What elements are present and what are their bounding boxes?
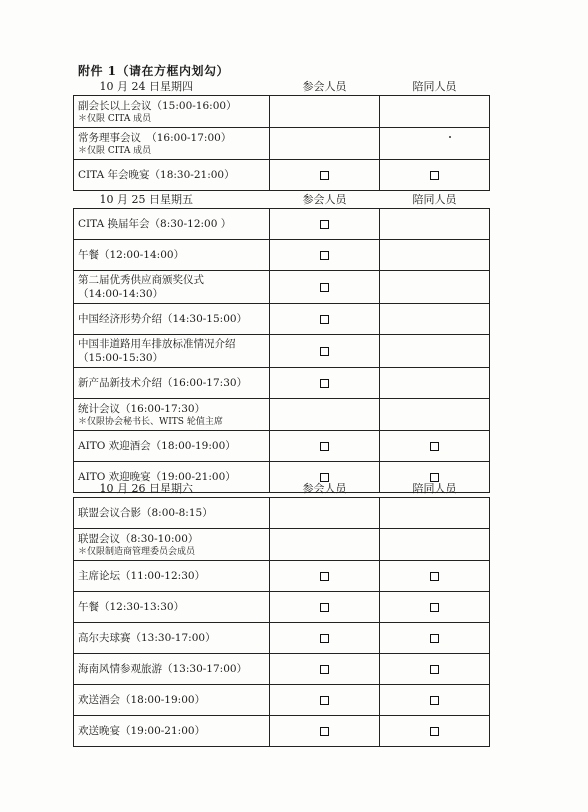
session-name: CITA 换届年会（8:30-12:00 ） <box>74 209 270 240</box>
accompany-cell[interactable] <box>380 240 490 271</box>
attend-checkbox[interactable] <box>320 665 329 674</box>
session-name: 欢送酒会（18:00-19:00） <box>74 685 270 716</box>
attend-checkbox[interactable] <box>320 572 329 581</box>
attend-checkbox[interactable] <box>320 442 329 451</box>
table-row <box>74 96 490 128</box>
session-name: AITO 欢迎晚宴（19:00-21:00） <box>74 462 270 493</box>
attend-column-header: 参会人员 <box>270 480 380 498</box>
schedule-table-day2 <box>73 191 490 493</box>
accompany-checkbox[interactable] <box>430 572 439 581</box>
session-name: 统计会议（16:00-17:30） <box>78 402 206 415</box>
accompany-checkbox[interactable] <box>430 442 439 451</box>
accompany-cell[interactable] <box>380 498 490 529</box>
session-name: 联盟会议（8:30-10:00） <box>78 532 199 545</box>
table-row <box>74 240 490 271</box>
attend-checkbox[interactable] <box>320 283 329 292</box>
accompany-cell[interactable] <box>380 271 490 304</box>
session-cell <box>74 128 270 160</box>
attend-cell <box>270 240 380 271</box>
accompany-column-header: 陪同人员 <box>380 191 490 209</box>
attend-cell <box>270 654 380 685</box>
attend-checkbox[interactable] <box>320 347 329 356</box>
session-name: 中国非道路用车排放标准情况介绍 <box>78 338 236 350</box>
schedule-table-day3 <box>73 480 490 747</box>
table-row <box>74 209 490 240</box>
schedule-table-day1 <box>73 78 490 191</box>
day-label: 10 月 26 日星期六 <box>74 480 270 498</box>
accompany-cell[interactable] <box>380 128 490 160</box>
attend-cell <box>270 209 380 240</box>
session-note: ＊仅限 CITA 成员 <box>78 145 152 156</box>
accompany-cell[interactable] <box>380 96 490 128</box>
session-name: 新产品新技术介绍（16:00-17:30） <box>74 368 270 399</box>
accompany-checkbox[interactable] <box>430 171 439 180</box>
attend-column-header: 参会人员 <box>270 78 380 96</box>
table-row <box>74 592 490 623</box>
accompany-checkbox[interactable] <box>430 665 439 674</box>
table-row <box>74 561 490 592</box>
table-row <box>74 128 490 160</box>
table-row <box>74 431 490 462</box>
session-name: 第二届优秀供应商颁奖仪式 <box>78 274 204 286</box>
attend-cell[interactable] <box>270 498 380 529</box>
accompany-checkbox[interactable] <box>430 603 439 612</box>
attend-cell[interactable] <box>270 128 380 160</box>
session-name: AITO 欢迎酒会（18:00-19:00） <box>74 431 270 462</box>
table-row <box>74 623 490 654</box>
accompany-cell[interactable] <box>380 209 490 240</box>
session-cell <box>74 399 270 431</box>
session-name: 常务理事会议 （16:00-17:00） <box>78 131 232 144</box>
table-row <box>74 160 490 191</box>
attend-checkbox[interactable] <box>320 727 329 736</box>
attend-checkbox[interactable] <box>320 251 329 260</box>
session-cell <box>74 529 270 561</box>
attend-checkbox[interactable] <box>320 171 329 180</box>
session-name: 中国经济形势介绍（14:30-15:00） <box>74 304 270 335</box>
attend-cell[interactable] <box>270 529 380 561</box>
attend-checkbox[interactable] <box>320 220 329 229</box>
accompany-cell[interactable] <box>380 335 490 368</box>
accompany-cell <box>380 592 490 623</box>
stray-mark <box>449 136 451 138</box>
table-row <box>74 498 490 529</box>
session-name: 高尔夫球赛（13:30-17:00） <box>74 623 270 654</box>
attend-cell <box>270 561 380 592</box>
page-title: 附件 1（请在方框内划勾） <box>78 64 230 78</box>
table-row <box>74 368 490 399</box>
accompany-checkbox[interactable] <box>430 727 439 736</box>
table-row <box>74 716 490 747</box>
accompany-cell <box>380 623 490 654</box>
session-cell <box>74 335 270 368</box>
table-row <box>74 335 490 368</box>
table-row <box>74 304 490 335</box>
accompany-cell[interactable] <box>380 368 490 399</box>
attend-checkbox[interactable] <box>320 603 329 612</box>
session-name: 副会长以上会议（15:00-16:00） <box>78 99 237 112</box>
attend-cell <box>270 716 380 747</box>
accompany-checkbox[interactable] <box>430 696 439 705</box>
attend-cell <box>270 431 380 462</box>
day-label: 10 月 24 日星期四 <box>74 78 270 96</box>
attend-cell <box>270 335 380 368</box>
session-name: 主席论坛（11:00-12:30） <box>74 561 270 592</box>
accompany-checkbox[interactable] <box>430 634 439 643</box>
day-label: 10 月 25 日星期五 <box>74 191 270 209</box>
attend-cell <box>270 623 380 654</box>
session-time: （15:00-15:30） <box>78 352 164 364</box>
session-cell <box>74 271 270 304</box>
accompany-cell <box>380 431 490 462</box>
attend-checkbox[interactable] <box>320 634 329 643</box>
attend-cell <box>270 592 380 623</box>
session-name: 欢送晚宴（19:00-21:00） <box>74 716 270 747</box>
session-time: （14:00-14:30） <box>78 288 164 300</box>
attend-checkbox[interactable] <box>320 315 329 324</box>
accompany-cell <box>380 654 490 685</box>
session-name: 联盟会议合影（8:00-8:15） <box>74 498 270 529</box>
accompany-cell <box>380 716 490 747</box>
attend-checkbox[interactable] <box>320 379 329 388</box>
table-row <box>74 399 490 431</box>
session-note: ＊仅限协会秘书长、WITS 轮值主席 <box>78 416 223 427</box>
session-note: ＊仅限 CITA 成员 <box>78 113 152 124</box>
attend-cell <box>270 160 380 191</box>
attend-cell <box>270 271 380 304</box>
session-name: 午餐（12:30-13:30） <box>74 592 270 623</box>
accompany-cell[interactable] <box>380 529 490 561</box>
attend-checkbox[interactable] <box>320 696 329 705</box>
session-name: 海南风情参观旅游（13:30-17:00） <box>74 654 270 685</box>
attend-cell <box>270 368 380 399</box>
attend-cell[interactable] <box>270 399 380 431</box>
accompany-cell <box>380 685 490 716</box>
accompany-column-header: 陪同人员 <box>380 78 490 96</box>
session-name: CITA 年会晚宴（18:30-21:00） <box>74 160 270 191</box>
session-note: ＊仅限制造商管理委员会成员 <box>78 546 196 557</box>
accompany-column-header: 陪同人员 <box>380 480 490 498</box>
accompany-cell <box>380 160 490 191</box>
table-row <box>74 529 490 561</box>
table-row <box>74 271 490 304</box>
table-row <box>74 685 490 716</box>
attend-cell[interactable] <box>270 96 380 128</box>
session-cell <box>74 96 270 128</box>
session-name: 午餐（12:00-14:00） <box>74 240 270 271</box>
attend-cell <box>270 304 380 335</box>
attend-column-header: 参会人员 <box>270 191 380 209</box>
table-row <box>74 654 490 685</box>
accompany-cell[interactable] <box>380 304 490 335</box>
accompany-cell <box>380 561 490 592</box>
attend-cell <box>270 685 380 716</box>
accompany-cell[interactable] <box>380 399 490 431</box>
